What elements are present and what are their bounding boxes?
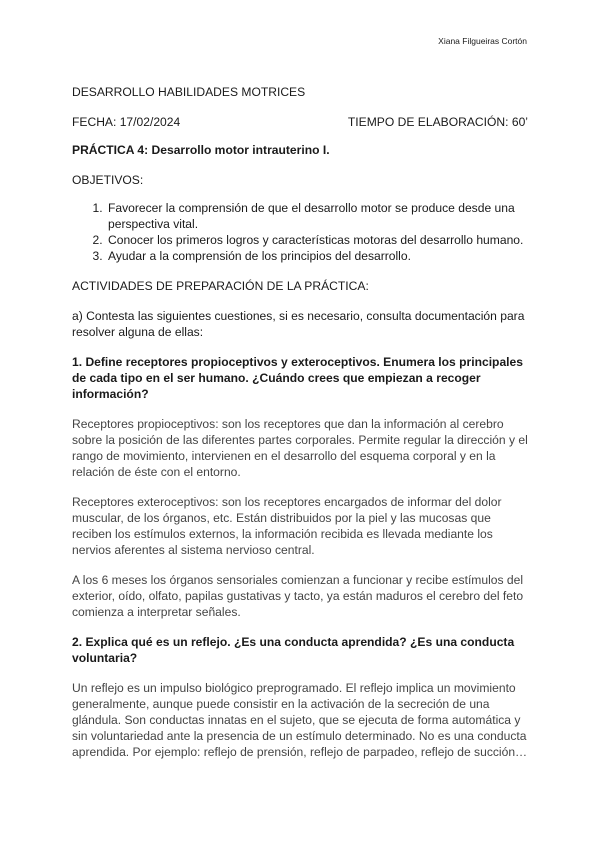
meta-row (72, 114, 528, 130)
answer-1-paragraph-1: Receptores propioceptivos: son los receptores que dan la información al cerebro sobre la posición de las diferentes partes corporales. Permite regular la dirección y el rango de movimiento, intervienen en el desarrollo del esquema corporal y en la relación de éste con el entorno. (72, 417, 528, 479)
objective-item: 1. Favorecer la comprensión de que el desarrollo motor se produce desde una perspectiva vital. (106, 200, 528, 232)
answer-1-paragraph-2: Receptores exteroceptivos: son los receptores encargados de informar del dolor muscular, de los órganos, etc. Están distribuidos por la piel y las mucosas que reciben los estímulos externos, la información recibida es llevada mediante los nervios aferentes al sistema nervioso central. (72, 495, 502, 557)
practice-title: PRÁCTICA 4: Desarrollo motor intrauterino I. (72, 143, 330, 157)
activities-heading: ACTIVIDADES DE PREPARACIÓN DE LA PRÁCTICA: (72, 279, 369, 293)
answer-2: Un reflejo es un impulso biológico preprogramado. El reflejo implica un movimiento generalmente, aunque puede consistir en la activación de la secreción de una glándula. Son conductas innatas en el sujeto, que se ejecuta de forma automática y sin voluntariedad ante la presencia de un estímulo determinado. No es una conducta aprendida. Por ejemplo: reflejo de prensión, reflejo de parpadeo, reflejo de succión… (72, 681, 528, 759)
author-name: Xiana Filgueiras Cortón (438, 36, 527, 46)
date-field: FECHA: 17/02/2024 (72, 115, 181, 129)
question-2: 2. Explica qué es un reflejo. ¿Es una conducta aprendida? ¿Es una conducta voluntaria? (72, 635, 515, 665)
document-body (72, 84, 528, 760)
document-title: DESARROLLO HABILIDADES MOTRICES (72, 85, 306, 99)
question-1: 1. Define receptores propioceptivos y exteroceptivos. Enumera los principales de cada tipo en el ser humano. ¿Cuándo crees que empiezan a recoger información? (72, 355, 523, 401)
time-field: TIEMPO DE ELABORACIÓN: 60’ (347, 115, 528, 129)
objectives-list (72, 200, 528, 264)
objective-item: 2. Conocer los primeros logros y características motoras del desarrollo humano. (106, 232, 528, 248)
activities-intro: a) Contesta las siguientes cuestiones, si es necesario, consulta documentación para resolver alguna de ellas: (72, 309, 525, 339)
answer-1-paragraph-3: A los 6 meses los órganos sensoriales comienzan a funcionar y recibe estímulos del exterior, oído, olfato, papilas gustativas y tacto, ya están maduros el cerebro del feto comienza a interpretar señales. (72, 573, 524, 619)
objective-item: 3. Ayudar a la comprensión de los principios del desarrollo. (106, 248, 528, 264)
objectives-heading: OBJETIVOS: (72, 173, 144, 187)
